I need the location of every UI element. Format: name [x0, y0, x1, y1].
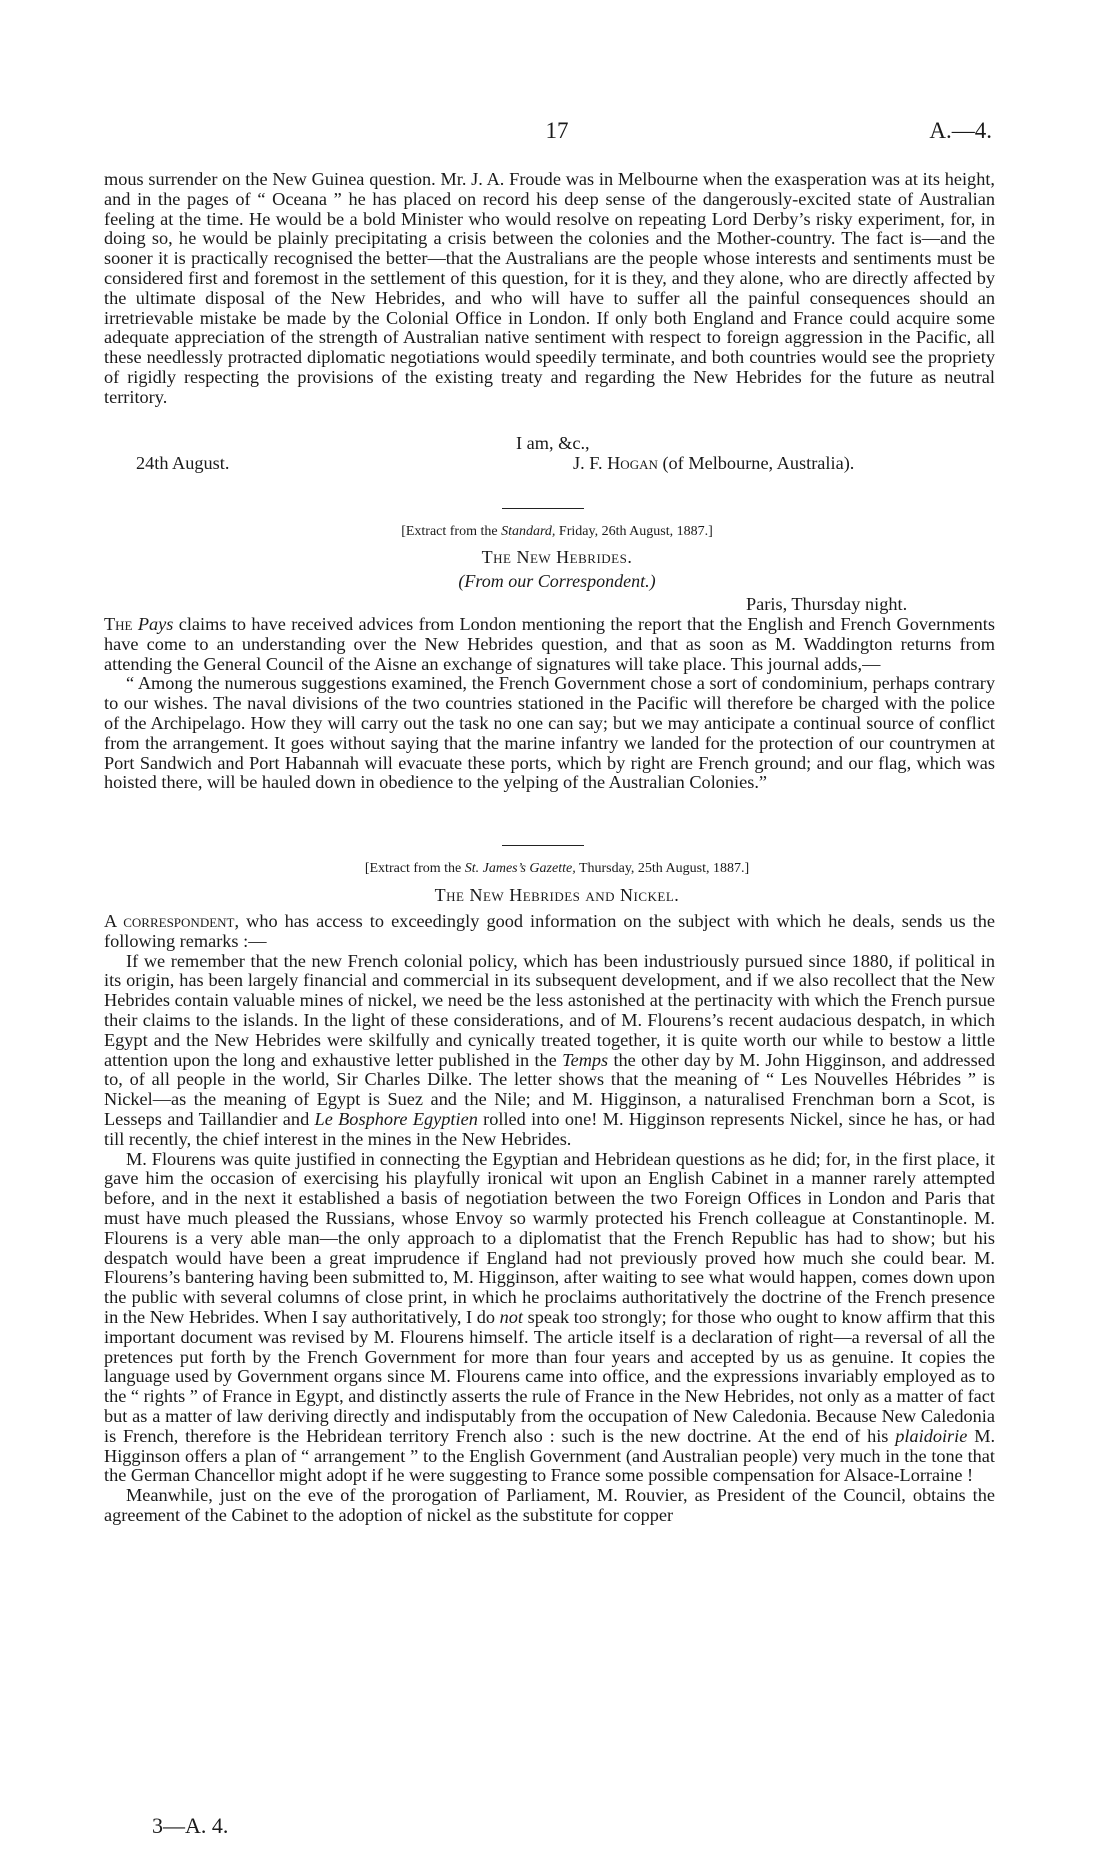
extract-subheading: (From our Correspondent.) [458, 571, 656, 591]
section-divider [502, 845, 584, 846]
extract-quote-paragraph: “ Among the numerous suggestions examined, the French Government chose a sort of condominium, perhaps contrary to our wishes. The naval divisions of the two countries stationed in the Pacific will therefore be charged with the police of the Archipelago. How they will carry out the task no one can say; but we may anticipate a continual source of conflict from the arrangement. It goes without saying that the marine infantry we landed for the protection of our countrymen at Port Sandwich and Port Habannah will evacuate these ports, which by right are French ground; and our flag, which was hoisted there, will be hauled down in obedience to the yelping of the Australian Colonies.” [104, 673, 995, 793]
document-reference: A.—4. [929, 118, 992, 143]
page-number: 17 [545, 118, 569, 143]
section-divider [502, 508, 584, 509]
letter-paragraph: mous surrender on the New Guinea question. Mr. J. A. Froude was in Melbourne when the exasperation was at its height, and in the pages of “ Oceana ” he has placed on record his deep sense of the dangerously-excited state of Australian feeling at the time. He would be a bold Minister who would resolve on repeating Lord Derby’s risky experiment, for, in doing so, he would be plainly precipitating a crisis between the colonies and the Mother-country. The fact is—and the sooner it is practically recognised the better—that the Australians are the people whose interests and sentiments must be considered first and foremost in the settlement of this question, for it is they, and they alone, who are directly affected by the ultimate disposal of the New Hebrides, and who will have to suffer all the painful consequences should an irretrievable mistake be made by the Colonial Office in London. If only both England and France could acquire some adequate appreciation of the strength of Australian native sentiment with respect to foreign aggression in the Pacific, all these needlessly protracted diplomatic negotiations would speedily terminate, and both countries would see the propriety of rigidly respecting the provisions of the existing treaty and regarding the New Hebrides for the future as neutral territory. [104, 169, 995, 407]
extract-body [104, 615, 995, 793]
extract-paragraph: A correspondent, who has access to exceedingly good information on the subject with which he deals, sends us the following remarks :— [104, 911, 996, 951]
letter-body [104, 170, 995, 408]
extract-body [104, 912, 995, 1526]
letter-closing: I am, &c., [516, 433, 590, 453]
newspaper-name: Pays [137, 614, 174, 634]
signature-initials: J. F. [573, 453, 603, 473]
extract-headline: The New Hebrides and Nickel. [434, 885, 680, 905]
extract-paragraph: Meanwhile, just on the eve of the prorogation of Parliament, M. Rouvier, as President of the Council, obtains the agreement of the Cabinet to the adoption of nickel as the substitute for copper [104, 1485, 995, 1525]
extract-paragraph: If we remember that the new French colonial policy, which has been industriously pursued since 1880, if political in its origin, has been largely financial and commercial in its subsequent development, and if we also recollect that the New Hebrides contain valuable mines of nickel, we need be the less astonished at the pertinacity with which the French pursue their claims to the islands. In the light of these considerations, and of M. Flourens’s recent audacious despatch, in which Egypt and the New Hebrides were skilfully and cynically treated together, it is quite worth our while to bestow a little attention upon the long and exhaustive letter published in the Temps the other day by M. John Higginson, and addressed to, of all people in the world, Sir Charles Dilke. The letter shows that the meaning of “ Les Nouvelles Hébrides ” is Nickel—as the meaning of Egypt is Suez and the Nile; and M. Higginson, a naturalised Frenchman born a Scot, is Lesseps and Taillandier and Le Bosphore Egyptien rolled into one! M. Higginson represents Nickel, since he has, or had till recently, the chief interest in the mines in the New Hebrides. [104, 950, 996, 1149]
newspaper-name: Standard, [501, 524, 556, 539]
letter-date: 24th August. [136, 453, 230, 473]
signature-name: Hogan [607, 453, 658, 473]
signature-mark: 3—A. 4. [152, 1813, 229, 1838]
extract-source-line: [Extract from the Standard, Friday, 26th August, 1887.] [401, 524, 713, 539]
extract-headline: The New Hebrides. [481, 547, 633, 567]
extract-paragraph: M. Flourens was quite justified in connecting the Egyptian and Hebridean questions as he did; for, in the first place, it gave him the occasion of exercising his playfully ironical wit upon an English Cabinet in a manner rarely attempted before, and in the next it established a basis of negotiation between the two Foreign Offices in London and Paris that must have much pleased the Russians, whose Envoy so warmly protected his French colleague at Constantinople. M. Flourens is a very able man—the only approach to a diplomatist that the French Republic has had to show; but his despatch would have been a great imprudence if England had not previously proved how much she could bear. M. Flourens’s bantering having been submitted to, M. Higginson, after waiting to see what would happen, comes down upon the public with several columns of close print, in which he proclaims authoritatively the doctrine of the French presence in the New Hebrides. When I say authoritatively, I do not speak too strongly; for those who ought to know affirm that this important document was revised by M. Flourens himself. The article itself is a declaration of right—a reversal of all the pretences put forth by the French Government for more than four years and accepted by us as genuine. It copies the language used by Government organs since M. Flourens came into office, and the expressions invariably employed as to the “ rights ” of France in Egypt, and distinctly asserts the rule of France in the New Hebrides, not only as a matter of fact but as a matter of law deriving directly and indisputably from the occupation of New Caledonia. Because New Caledonia is French, therefore is the Hebridean territory French also : such is the new doctrine. At the end of his plaidoirie M. Higginson offers a plan of “ arrangement ” to the English Government (and Australian people) very much in the tone that the German Chancellor might adopt if he were suggesting to France some possible compensation for Alsace-Lorraine ! [104, 1148, 996, 1486]
dateline: Paris, Thursday night. [746, 594, 908, 614]
extract-source-line: [Extract from the St. James’s Gazette, Thursday, 25th August, 1887.] [364, 861, 750, 876]
extract-paragraph: The Pays claims to have received advices from London mentioning the report that the English and French Governments have come to an understanding over the New Hebrides question, and that as soon as M. Waddington returns from attending the General Council of the Aisne an exchange of signatures will take place. This journal adds,— [104, 614, 995, 674]
letter-signature [573, 453, 854, 474]
newspaper-name: St. James’s Gazette, [464, 861, 576, 876]
signature-place: (of Melbourne, Australia). [662, 453, 855, 473]
